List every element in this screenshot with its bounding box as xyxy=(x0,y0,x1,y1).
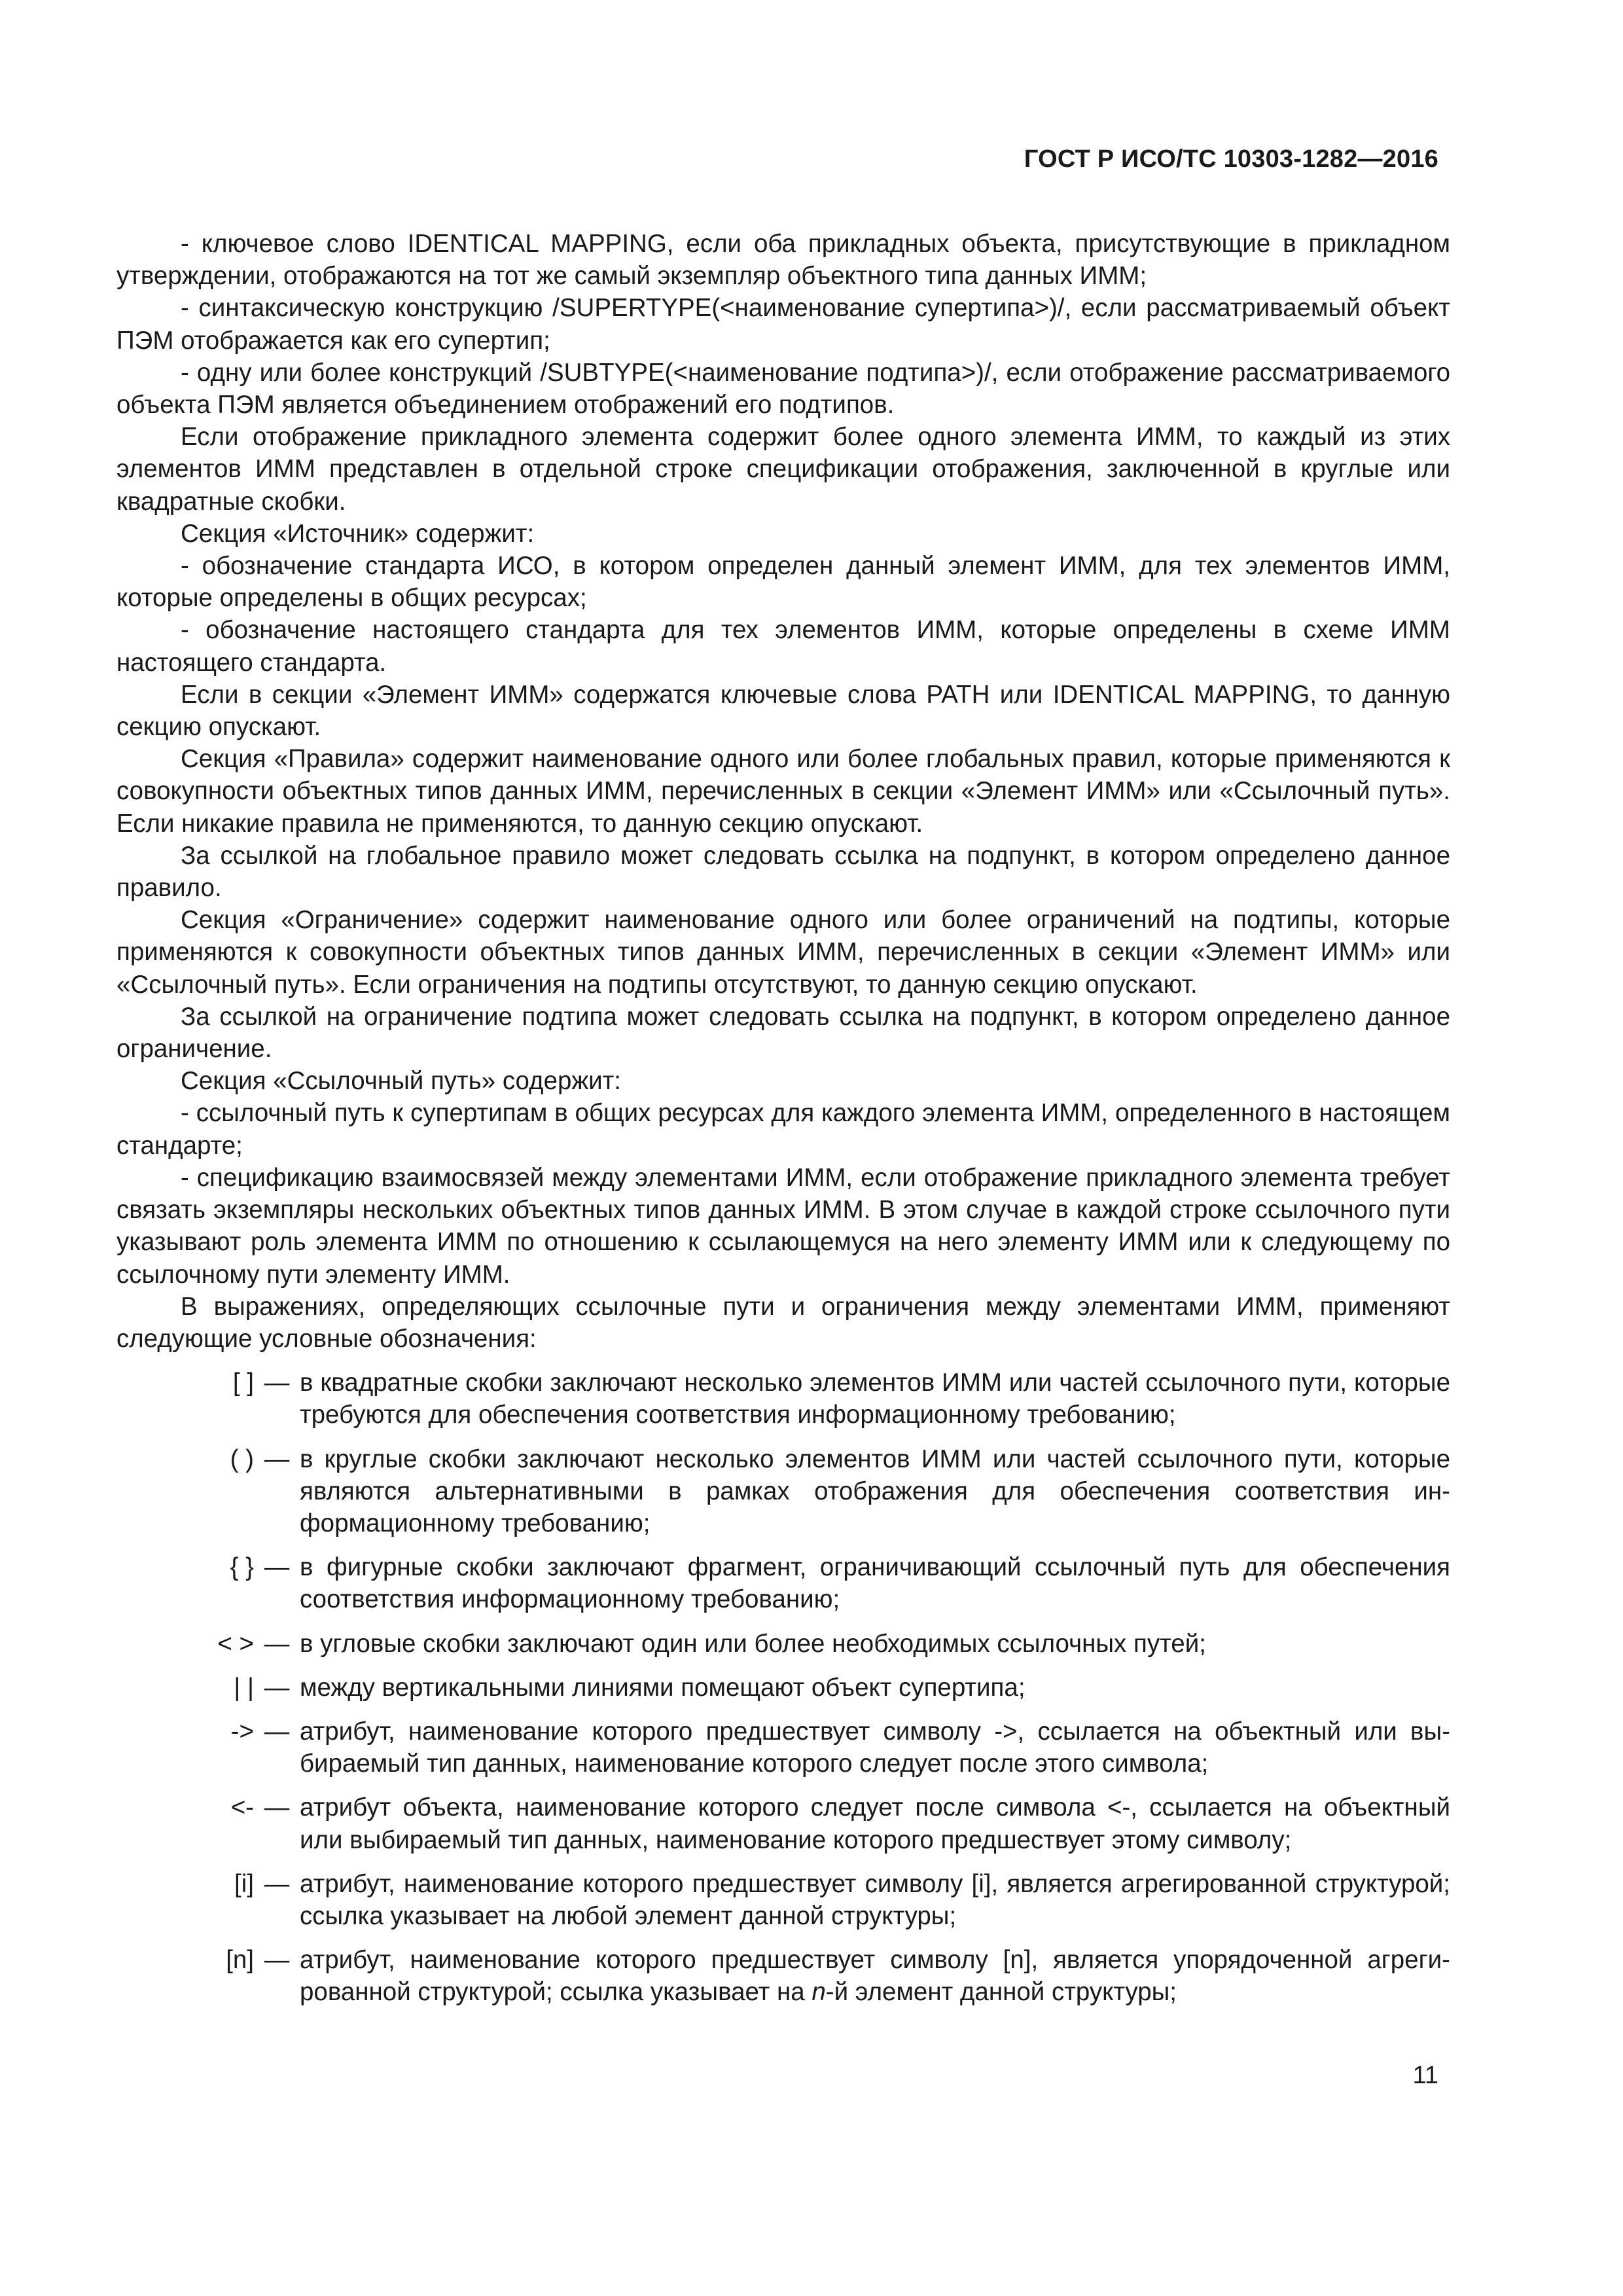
paragraph: Если отображение прикладного элемента содержит более одного элемента ИММ, то каждый из этих элементов ИММ представлен в отдельной строке спецификации отображения, заключенной в круглые или квадратные скобки. xyxy=(116,423,1450,516)
paragraph: За ссылкой на ограничение подтипа может следовать ссылка на подпункт, в котором определено данное ограничение. xyxy=(116,1002,1450,1064)
definition-dash: — xyxy=(264,1946,290,1975)
definition-dash: — xyxy=(264,1553,290,1582)
definition-item xyxy=(116,1868,1450,1932)
definition-text: между вертикальными линиями помещают объект супертипа; xyxy=(300,1673,1026,1702)
page-number: 11 xyxy=(1412,2062,1438,2089)
notation-definitions xyxy=(116,1367,1450,2008)
definition-item xyxy=(116,1944,1450,2008)
definition-text: атрибут объекта, наименование которого следует после символа <-, ссылается на объектный или выбираемый тип данных, наименование которого предшествует этому символу; xyxy=(300,1793,1450,1854)
definition-symbol: { } xyxy=(230,1553,254,1582)
definition-symbol: <- xyxy=(230,1793,254,1822)
paragraph: - обозначение стандарта ИСО, в котором определен данный элемент ИММ, для тех элементов ИММ, которые определены в общих ресурсах; xyxy=(116,552,1450,613)
definition-dash: — xyxy=(264,1629,290,1658)
definition-dash: — xyxy=(264,1444,290,1473)
definition-dash: — xyxy=(264,1673,290,1702)
definition-dash: — xyxy=(264,1369,290,1397)
paragraph: Секция «Источник» содержит: xyxy=(181,519,535,548)
definition-item xyxy=(116,1628,1450,1660)
definition-text: в квадратные скобки заключают несколько элементов ИММ или частей ссылочного пути, которые требуются для обеспечения соответствия информационному требованию; xyxy=(300,1369,1450,1429)
paragraph: - одну или более конструкций /SUBTYPE(<наименование подтипа>)/, если отображение рассматриваемого объекта ПЭМ является объединением отображений его подтипов. xyxy=(116,358,1450,420)
paragraph: В выражениях, определяющих ссылочные пути и ограничения между элементами ИММ, применяют следующие условные обозначения: xyxy=(116,1292,1450,1353)
paragraph: - ключевое слово IDENTICAL MAPPING, если оба прикладных объекта, присутствующие в прикладном утверждении, отображаются на тот же самый экземпляр объектного типа данных ИММ; xyxy=(116,230,1450,291)
definition-symbol: [ ] xyxy=(232,1369,254,1397)
definition-text-start: атрибут, наименование которого предшествует символу [n], является упорядоченной агрегированной структурой; ссылка указывает на xyxy=(300,1946,1450,2007)
definition-symbol: | | xyxy=(234,1673,254,1702)
paragraph: - обозначение настоящего стандарта для тех элементов ИММ, которые определены в схеме ИММ настоящего стандарта. xyxy=(116,616,1450,677)
definition-item xyxy=(116,1443,1450,1540)
definition-text-italic: n xyxy=(812,1978,826,2007)
paragraph: - спецификацию взаимосвязей между элементами ИММ, если отображение прикладного элемента требует связать экземпляры нескольких объектных типов данных ИММ. В этом случае в каждой строке ссылочного пути указывают роль элемента ИММ по отношению к ссылающемуся на него элементу ИММ или к следующему по ссылочному пути элементу ИММ. xyxy=(116,1163,1450,1289)
paragraph: Секция «Ограничение» содержит наименование одного или более ограничений на подтипы, которые применяются к совокупности объектных типов данных ИММ, перечисленных в секции «Элемент ИММ» или «Ссылочный путь». Если ограничения на подтипы отсутствуют, то данную секцию опускают. xyxy=(116,906,1450,999)
definition-text: в круглые скобки заключают несколько элементов ИММ или частей ссылочного пути, которые являются альтернативными в рамках отображения для обеспечения соответствия информационному требованию; xyxy=(300,1444,1450,1537)
definition-dash: — xyxy=(264,1793,290,1822)
definition-dash: — xyxy=(264,1717,290,1746)
definition-text-end: -й элемент данной структуры; xyxy=(825,1978,1177,2007)
definition-text: атрибут, наименование которого предшествует символу [i], является агрегированной структурой; ссылка указывает на любой элемент данной структуры; xyxy=(300,1869,1450,1930)
definition-symbol: [i] xyxy=(234,1869,254,1898)
definition-symbol: ( ) xyxy=(230,1444,254,1473)
definition-text xyxy=(300,1944,1450,2008)
definition-item xyxy=(116,1367,1450,1431)
paragraph: - ссылочный путь к супертипам в общих ресурсах для каждого элемента ИММ, определенного в настоящем стандарте; xyxy=(116,1099,1450,1160)
definition-text: атрибут, наименование которого предшествует символу ->, ссылается на объектный или выбираемый тип данных, наименование которого следует после этого символа; xyxy=(300,1717,1450,1778)
paragraph: - синтаксическую конструкцию /SUPERTYPE(<наименование супертипа>)/, если рассматриваемый объект ПЭМ отображается как его супертип; xyxy=(116,294,1450,355)
definition-symbol: -> xyxy=(230,1717,254,1746)
paragraph: Секция «Ссылочный путь» содержит: xyxy=(181,1067,621,1096)
definition-item xyxy=(116,1551,1450,1615)
definition-symbol: [n] xyxy=(226,1946,254,1975)
definition-text: в фигурные скобки заключают фрагмент, ограничивающий ссылочный путь для обеспечения соответствия информационному требованию; xyxy=(300,1553,1450,1614)
paragraph: Секция «Правила» содержит наименование одного или более глобальных правил, которые применяются к совокупности объектных типов данных ИММ, перечисленных в секции «Элемент ИММ» или «Ссылочный путь». Если никакие правила не применяются, то данную секцию опускают. xyxy=(116,745,1450,838)
definition-symbol: < > xyxy=(217,1629,254,1658)
definition-text: в угловые скобки заключают один или более необходимых ссылочных путей; xyxy=(300,1629,1206,1658)
paragraph: Если в секции «Элемент ИММ» содержатся ключевые слова PATH или IDENTICAL MAPPING, то данную секцию опускают. xyxy=(116,680,1450,742)
definition-dash: — xyxy=(264,1869,290,1898)
definition-item xyxy=(116,1715,1450,1780)
definition-item xyxy=(116,1672,1450,1704)
standard-designation-header: ГОСТ Р ИСО/ТС 10303-1282—2016 xyxy=(1024,145,1438,173)
definition-item xyxy=(116,1791,1450,1856)
document-body xyxy=(116,228,1450,2009)
paragraph: За ссылкой на глобальное правило может следовать ссылка на подпункт, в котором определено данное правило. xyxy=(116,841,1450,903)
